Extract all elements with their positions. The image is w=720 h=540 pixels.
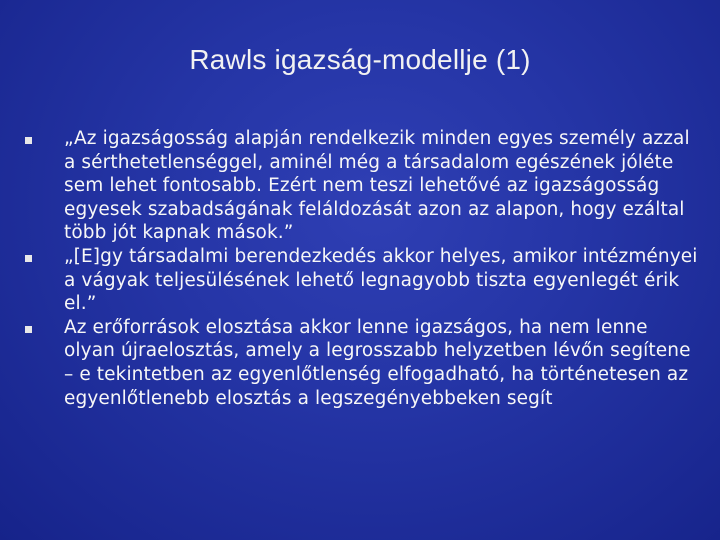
square-bullet-icon <box>25 255 32 262</box>
slide-title: Rawls igazság-modellje (1) <box>189 44 531 75</box>
bullet-list <box>0 127 720 410</box>
bullet-text: „[E]gy társadalmi berendezkedés akkor helyes, amikor intézményei a vágyak teljesülésének lehető legnagyobb tiszta egyenlegét érik el.” <box>64 245 698 315</box>
bullet-item <box>0 316 720 410</box>
square-bullet-icon <box>25 137 32 144</box>
bullet-item <box>0 245 720 316</box>
square-bullet-icon <box>25 326 32 333</box>
bullet-item <box>0 127 720 245</box>
bullet-text: „Az igazságosság alapján rendelkezik minden egyes személy azzal a sérthetetlenséggel, aminél még a társadalom egészének jóléte sem lehet fontosabb. Ezért nem teszi lehetővé az igazságosság egyesek szabadságának feláldozását azon az alapon, hogy ezáltal több jót kapnak mások.” <box>64 128 690 244</box>
bullet-text: Az erőforrások elosztása akkor lenne igazságos, ha nem lenne olyan újraelosztás, amely a legrosszabb helyzetben lévőn segítene – e tekintetben az egyenlőtlenség elfogadható, ha történetesen az egyenlőtlenebb elosztás a legszegényebbeken segít <box>64 316 691 409</box>
